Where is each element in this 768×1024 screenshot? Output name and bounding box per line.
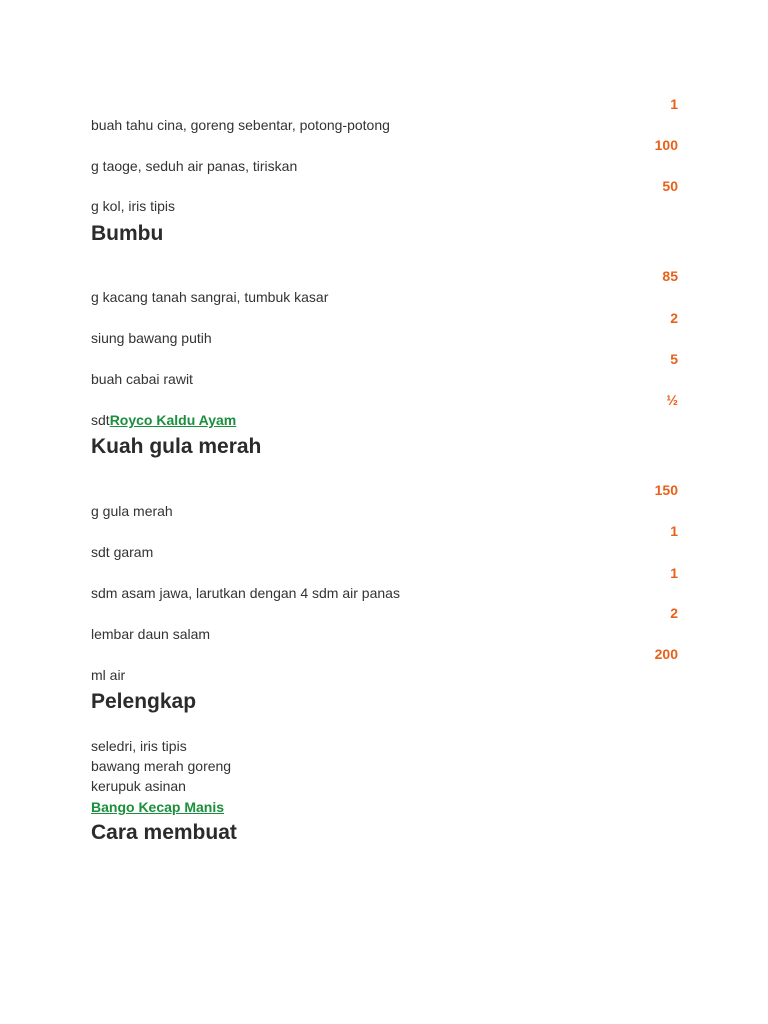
ingredient-qty: 200 bbox=[654, 646, 678, 662]
ingredient-text: ml air bbox=[91, 667, 126, 683]
ingredient-text: buah tahu cina, goreng sebentar, potong-potong bbox=[91, 117, 390, 133]
ingredient-text: siung bawang putih bbox=[91, 330, 212, 346]
ingredient-text: lembar daun salam bbox=[91, 626, 211, 642]
ingredient-qty: ½ bbox=[666, 392, 678, 408]
ingredient-qty: 2 bbox=[670, 605, 678, 621]
ingredient-text: g taoge, seduh air panas, tiriskan bbox=[91, 158, 298, 174]
ingredient-unit: sdt bbox=[91, 412, 110, 428]
royco-kaldu-ayam-link[interactable]: Royco Kaldu Ayam bbox=[109, 412, 237, 428]
ingredient-qty: 1 bbox=[670, 565, 678, 581]
bango-kecap-manis-link[interactable]: Bango Kecap Manis bbox=[91, 799, 225, 815]
pelengkap-item: kerupuk asinan bbox=[91, 778, 186, 794]
ingredient-qty: 150 bbox=[654, 482, 678, 498]
ingredient-text: g kacang tanah sangrai, tumbuk kasar bbox=[91, 289, 329, 305]
ingredient-qty: 2 bbox=[670, 310, 678, 326]
ingredient-qty: 1 bbox=[670, 523, 678, 539]
pelengkap-item: bawang merah goreng bbox=[91, 758, 232, 774]
pelengkap-item: seledri, iris tipis bbox=[91, 738, 187, 754]
ingredient-text: g kol, iris tipis bbox=[91, 198, 176, 214]
pelengkap-link-line bbox=[91, 799, 224, 815]
section-heading-kuah: Kuah gula merah bbox=[91, 435, 262, 458]
ingredient-text: sdm asam jawa, larutkan dengan 4 sdm air panas bbox=[91, 585, 400, 601]
ingredient-qty: 1 bbox=[670, 96, 678, 112]
ingredient-qty: 5 bbox=[670, 351, 678, 367]
section-heading-bumbu: Bumbu bbox=[91, 222, 164, 245]
ingredient-qty: 100 bbox=[654, 137, 678, 153]
ingredient-text: sdt garam bbox=[91, 544, 154, 560]
section-heading-cara-membuat: Cara membuat bbox=[91, 821, 237, 844]
ingredient-text: buah cabai rawit bbox=[91, 371, 193, 387]
ingredient-qty: 85 bbox=[662, 268, 678, 284]
ingredient-qty: 50 bbox=[662, 178, 678, 194]
ingredient-text: g gula merah bbox=[91, 503, 173, 519]
ingredient-text bbox=[91, 412, 236, 428]
section-heading-pelengkap: Pelengkap bbox=[91, 690, 197, 713]
